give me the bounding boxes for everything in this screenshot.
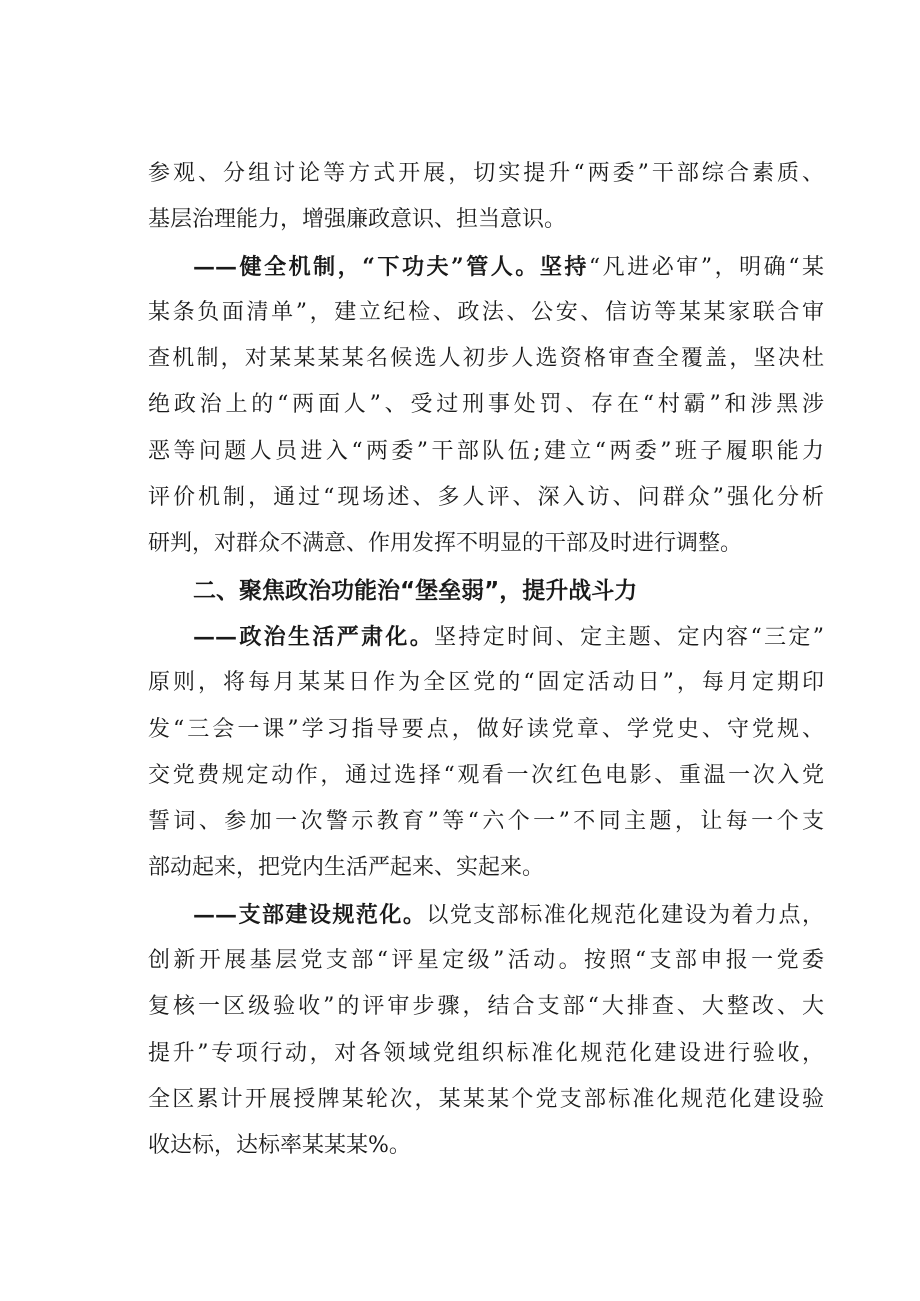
text-run: 复核一区级验收”的评审步骤，结合支部“大排查、大整改、大 [148, 994, 824, 1020]
text-run: 评价机制，通过“现场述、多人评、深入访、问群众”强化分析 [148, 485, 824, 511]
text-run: 收达标，达标率某某某%。 [148, 1133, 411, 1159]
text-run: 提升”专项行动，对各领域党组织标准化规范化建设进行验收， [148, 1040, 824, 1066]
text-run: 坚持定时间、定主题、定内容“三定” [434, 624, 824, 650]
section-heading [148, 568, 824, 614]
text-line [148, 660, 824, 706]
text-line [148, 845, 824, 891]
text-run: 发“三会一课”学习指导要点，做好读党章、学党史、守党规、 [148, 716, 824, 742]
text-line [148, 290, 824, 336]
text-line [148, 1077, 824, 1123]
text-line [148, 1123, 824, 1169]
text-line [148, 753, 824, 799]
text-line [148, 1031, 824, 1077]
text-line [148, 244, 824, 290]
text-run: 以党支部标准化规范化建设为着力点， [426, 902, 824, 928]
text-line [148, 707, 824, 753]
text-run: 全区累计开展授牌某轮次，某某某个党支部标准化规范化建设验 [148, 1086, 824, 1112]
text-run: 誓词、参加一次警示教育”等“六个一”不同主题，让每一个支 [148, 809, 824, 835]
text-line [148, 521, 824, 567]
text-line [148, 382, 824, 428]
text-run: 查机制，对某某某某名候选人初步人选资格审查全覆盖，坚决杜 [148, 346, 824, 372]
text-run: 参观、分组讨论等方式开展，切实提升“两委”干部综合素质、 [148, 161, 824, 186]
text-run: 恶等问题人员进入“两委”干部队伍;建立“两委”班子履职能力 [148, 438, 824, 464]
text-line [148, 197, 824, 243]
text-run: 原则，将每月某某日作为全区党的“固定活动日”，每月定期印 [148, 670, 824, 696]
text-run: 交党费规定动作，通过选择“观看一次红色电影、重温一次入党 [148, 762, 824, 788]
bold-text-run: ——支部建设规范化。 [193, 901, 427, 928]
document-page [148, 151, 824, 1170]
text-line [148, 938, 824, 984]
text-run: 某条负面清单”，建立纪检、政法、公安、信访等某某家联合审 [148, 299, 824, 325]
text-line [148, 984, 824, 1030]
text-line [148, 151, 824, 197]
text-run: 部动起来，把党内生活严起来、实起来。 [148, 855, 545, 881]
text-run: 绝政治上的“两面人”、受过刑事处罚、存在“村霸”和涉黑涉 [148, 392, 824, 418]
text-run: 创新开展基层党支部“评星定级”活动。按照“支部申报一党委 [148, 948, 824, 974]
text-run: “凡进必审”，明确“某 [588, 254, 824, 280]
text-line [148, 475, 824, 521]
text-line [148, 336, 824, 382]
bold-text-run: ——政治生活严肃化。 [193, 623, 435, 650]
text-line [148, 429, 824, 475]
bold-text-run: 坚持 [539, 253, 589, 280]
text-run: 基层治理能力，增强廉政意识、担当意识。 [148, 207, 567, 233]
text-line [148, 892, 824, 938]
text-run: 研判，对群众不满意、作用发挥不明显的干部及时进行调整。 [148, 531, 743, 557]
text-line [148, 614, 824, 660]
bold-text-run: ——健全机制，“下功夫”管人。 [193, 253, 540, 280]
bold-text-run: 二、聚焦政治功能治“堡垒弱”，提升战斗力 [193, 577, 638, 604]
text-line [148, 799, 824, 845]
